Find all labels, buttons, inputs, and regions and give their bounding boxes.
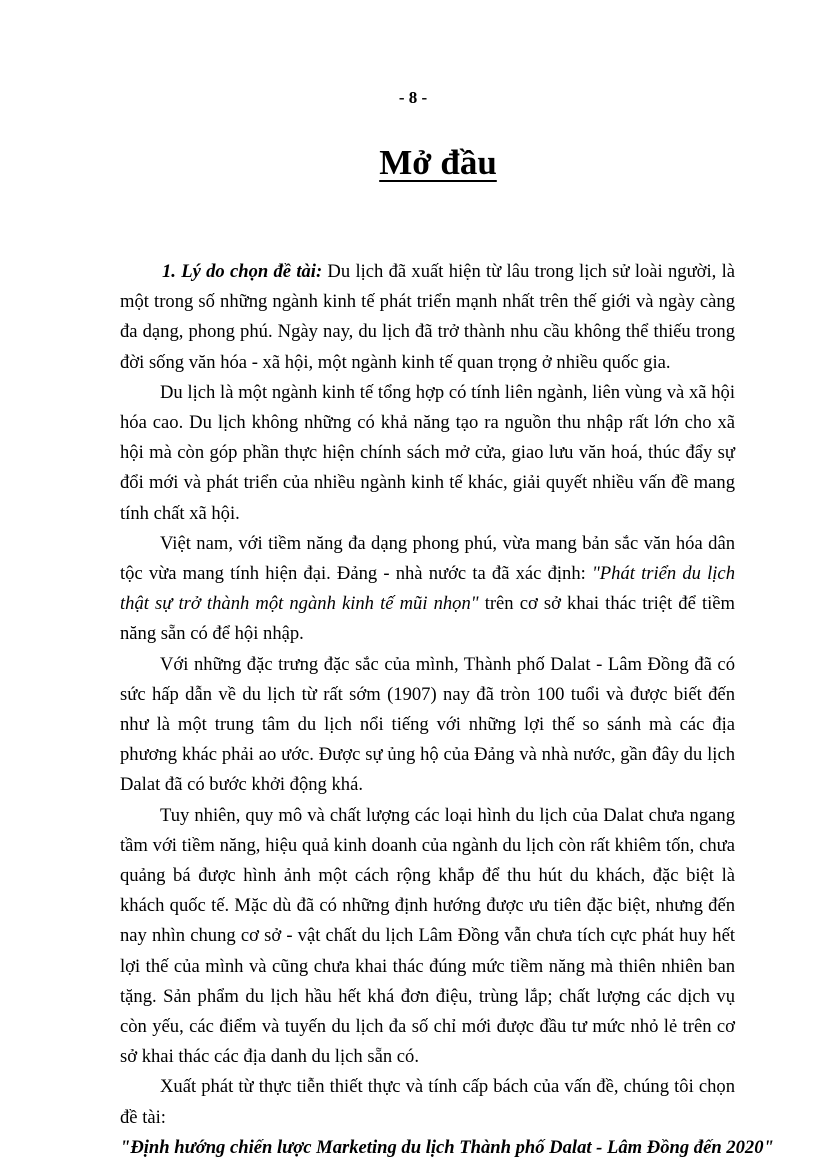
paragraph-dalat-history: Với những đặc trưng đặc sắc của mình, Thành phố Dalat - Lâm Đồng đã có sức hấp dẫn về du lịch từ rất sớm (1907) nay đã tròn 100 tuổi và được biết đến như là một trung tâm du lịch nổi tiếng với những lợi thế so sánh mà các địa phương khác phải ao ước. Được sự ủng hộ của Đảng và nhà nước, gần đây du lịch Dalat đã có bước khởi động khá.	[120, 653, 735, 796]
paragraph-tourism-industry: Du lịch là một ngành kinh tế tổng hợp có tính liên ngành, liên vùng và xã hội hóa cao. Du lịch không những có khả năng tạo ra nguồn thu nhập rất lớn cho xã hội mà còn góp phần thực hiện chính sách mở cửa, giao lưu văn hoá, thúc đẩy sự đổi mới và phát triển của nhiều ngành kinh tế khác, giải quyết nhiều vấn đề mang tính chất xã hội.	[120, 381, 735, 524]
paragraph-topic-intro: Xuất phát từ thực tiễn thiết thực và tính cấp bách của vấn đề, chúng tôi chọn đề tài:	[120, 1076, 735, 1128]
policy-quote: "Phát triển du lịch thật sự trở thành một ngành kinh tế mũi nhọn"	[120, 563, 735, 615]
page-title: Mở đầu	[379, 143, 497, 182]
paragraph-vietnam-text-before: Việt nam, với tiềm năng đa dạng phong phú, vừa mang bản sắc văn hóa dân tộc vừa mang tính hiện đại. Đảng - nhà nước ta đã xác định:	[120, 532, 735, 585]
paragraph-reason	[120, 257, 735, 378]
paragraph-vietnam-text-after: trên cơ sở khai thác triệt để tiềm năng sẵn có để hội nhập.	[120, 593, 735, 645]
section-heading: 1. Lý do chọn đề tài:	[162, 261, 323, 282]
paragraph-vietnam	[120, 529, 735, 650]
paragraph-reason-text: Du lịch đã xuất hiện từ lâu trong lịch sử loài người, là một trong số những ngành kinh tế phát triển mạnh nhất trên thế giới và ngày càng đa dạng, phong phú. Ngày nay, du lịch đã trở thành nhu cầu không thể thiếu trong đời sống văn hóa - xã hội, một ngành kinh tế quan trọng ở nhiều quốc gia.	[120, 261, 735, 373]
thesis-topic: "Định hướng chiến lược Marketing du lịch Thành phố Dalat - Lâm Đồng đến 2020"	[120, 1136, 774, 1158]
body-text	[120, 257, 774, 1163]
paragraph-dalat-limitations: Tuy nhiên, quy mô và chất lượng các loại hình du lịch của Dalat chưa ngang tầm với tiềm năng, hiệu quả kinh doanh của ngành du lịch còn rất khiêm tốn, chưa quảng bá được hình ảnh một cách rộng khắp để thu hút du khách, đặc biệt là khách quốc tế. Mặc dù đã có những định hướng được ưu tiên đặc biệt, nhưng đến nay nhìn chung cơ sở - vật chất du lịch Lâm Đồng vẫn chưa tích cực phát huy hết lợi thế của mình và cũng chưa khai thác đúng mức tiềm năng mà thiên nhiên ban tặng. Sản phẩm du lịch hầu hết khá đơn điệu, trùng lắp; chất lượng các dịch vụ còn yếu, các điểm và tuyến du lịch đa số chỉ mới được đầu tư mức nhỏ lẻ trên cơ sở khai thác các địa danh du lịch sẵn có.	[120, 804, 735, 1068]
page-number: - 8 -	[398, 88, 428, 107]
